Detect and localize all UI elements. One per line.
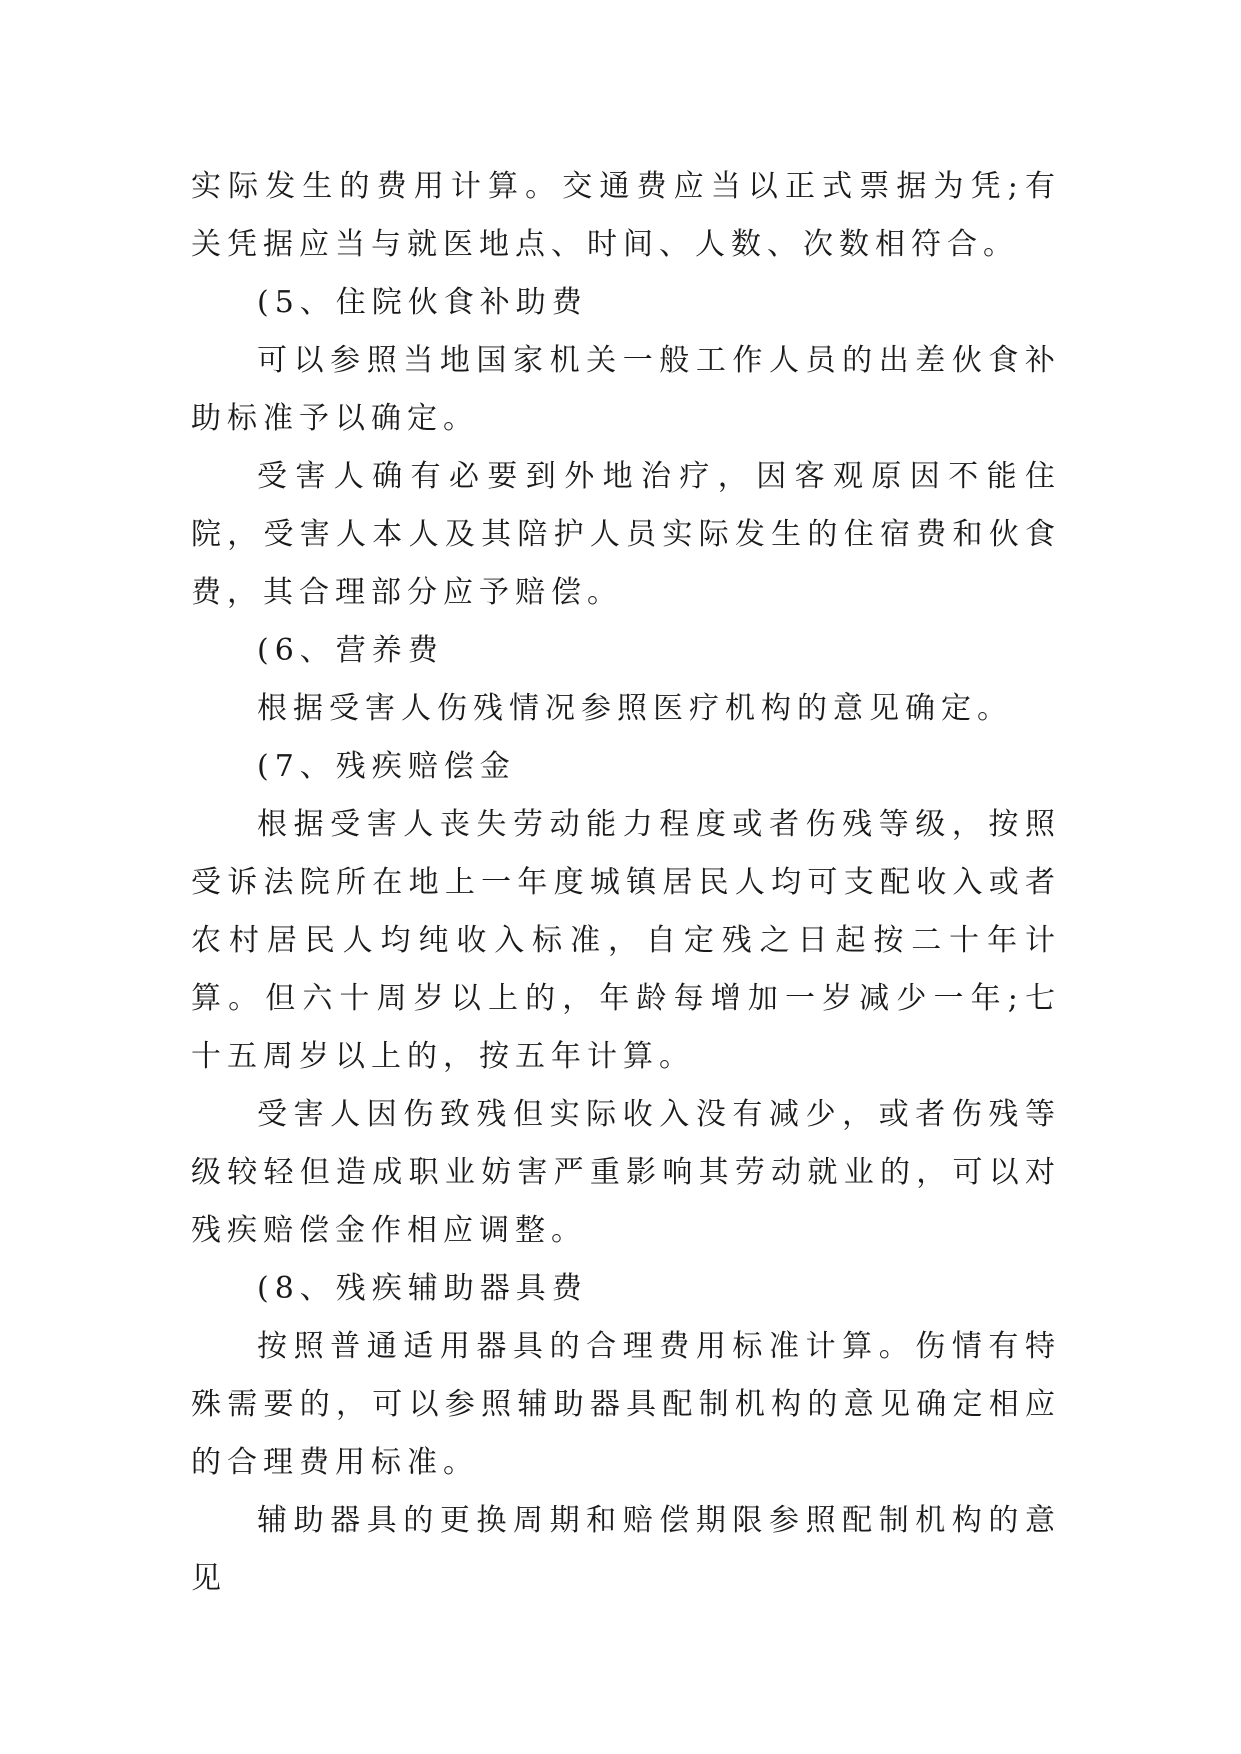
paragraph-1: 实际发生的费用计算。交通费应当以正式票据为凭;有关凭据应当与就医地点、时间、人数、次数相符合。: [191, 169, 1061, 262]
paragraph-12: 辅助器具的更换周期和赔偿期限参照配制机构的意见: [191, 1503, 1061, 1596]
heading-assistive-device-fee: (8、残疾辅助器具费: [257, 1271, 588, 1306]
paragraph-4: 受害人确有必要到外地治疗，因客观原因不能住院，受害人本人及其陪护人员实际发生的住宿费和伙食费，其合理部分应予赔偿。: [191, 459, 1061, 610]
paragraph-11: 按照普通适用器具的合理费用标准计算。伤情有特殊需要的，可以参照辅助器具配制机构的意见确定相应的合理费用标准。: [191, 1329, 1061, 1480]
document-body: [191, 158, 1061, 1608]
heading-hospital-meal-subsidy: (5、住院伙食补助费: [257, 285, 588, 320]
heading-disability-compensation: (7、残疾赔偿金: [257, 749, 516, 784]
paragraph-3: 可以参照当地国家机关一般工作人员的出差伙食补助标准予以确定。: [191, 343, 1061, 436]
paragraph-8: 根据受害人丧失劳动能力程度或者伤残等级，按照受诉法院所在地上一年度城镇居民人均可支配收入或者农村居民人均纯收入标准，自定残之日起按二十年计算。但六十周岁以上的，年龄每增加一岁减少一年;七十五周岁以上的，按五年计算。: [191, 807, 1061, 1074]
paragraph-9: 受害人因伤致残但实际收入没有减少，或者伤残等级较轻但造成职业妨害严重影响其劳动就业的，可以对残疾赔偿金作相应调整。: [191, 1097, 1061, 1248]
paragraph-6: 根据受害人伤残情况参照医疗机构的意见确定。: [257, 691, 1013, 726]
heading-nutrition-fee: (6、营养费: [257, 633, 444, 668]
